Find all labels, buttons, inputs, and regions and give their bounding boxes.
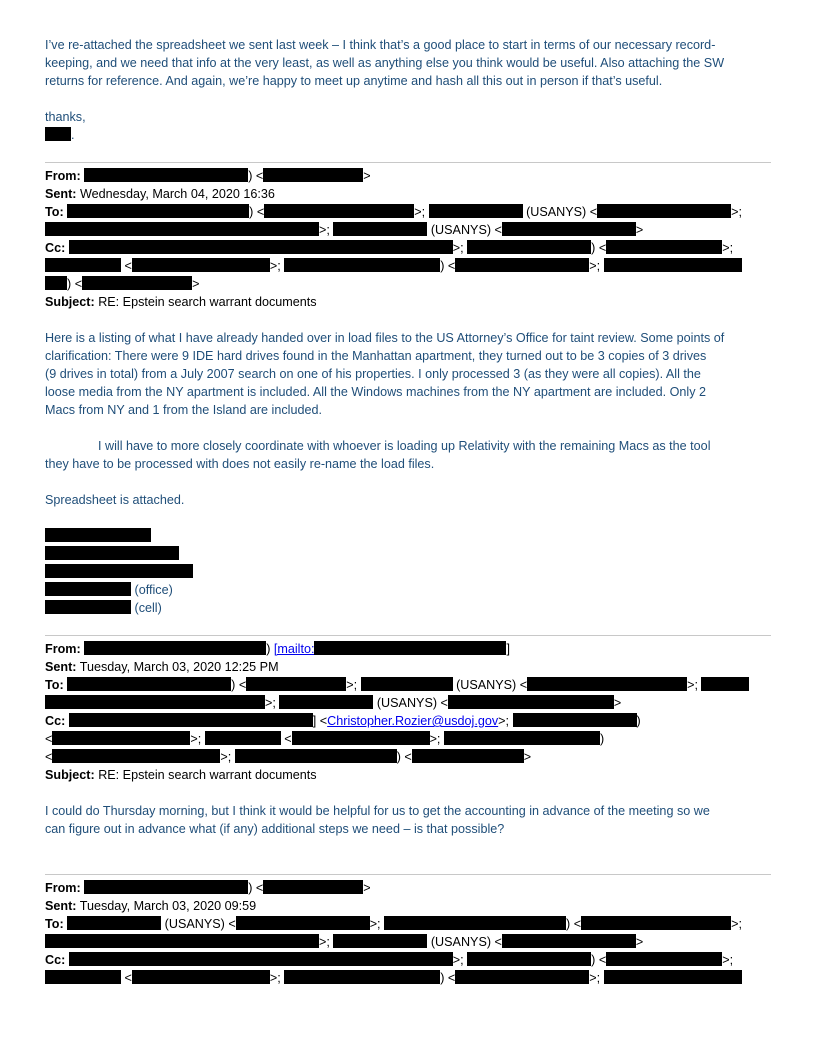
- redaction-block: [45, 970, 121, 984]
- header1-sent: Sent: Wednesday, March 04, 2020 16:36: [45, 187, 275, 201]
- redaction-block: [314, 641, 506, 655]
- redaction-block: [361, 677, 453, 691]
- header1-cc-line-2: < >; ) < >;: [45, 257, 742, 275]
- redaction-block: [45, 222, 319, 236]
- redaction-block: [67, 677, 231, 691]
- redaction-block: [581, 916, 731, 930]
- email1-signoff: thanks,: [45, 110, 86, 124]
- email2-signature-cell: (cell): [45, 599, 162, 617]
- email2-body-line-3: (9 drives in total) from a July 2007 search on one of his properties. I only processed 3 (as they were all copies). All the: [45, 367, 701, 381]
- redaction-block: [132, 970, 270, 984]
- divider: [45, 162, 771, 163]
- divider: [45, 635, 771, 636]
- redaction-block: [284, 970, 440, 984]
- redaction-block: [45, 276, 67, 290]
- header3-cc-line-2: < >; ) < >;: [45, 969, 742, 987]
- email3-body-line-2: can figure out in advance what (if any) additional steps we need – is that possible?: [45, 822, 505, 836]
- redaction-block: [606, 240, 722, 254]
- redaction-block: [246, 677, 346, 691]
- email2-signature-2: [45, 545, 179, 563]
- email1-signature: .: [45, 126, 75, 144]
- email1-body-line-1: I’ve re-attached the spreadsheet we sent last week – I think that’s a good place to start in terms of our necessary record-: [45, 38, 716, 52]
- redaction-block: [69, 240, 453, 254]
- divider: [45, 874, 771, 875]
- redaction-block: [467, 952, 591, 966]
- email2-signature-office: (office): [45, 581, 173, 599]
- redaction-block: [333, 934, 427, 948]
- email2-body-line-2: clarification: There were 9 IDE hard drives found in the Manhattan apartment, they turned out to be 3 copies of 3 drives: [45, 349, 707, 363]
- email3-body-line-1: I could do Thursday morning, but I think it would be helpful for us to get the accounting in advance of the meeting so we: [45, 804, 710, 818]
- redaction-block: [467, 240, 591, 254]
- redaction-block: [597, 204, 731, 218]
- redaction-block: [604, 258, 742, 272]
- redaction-block: [412, 749, 524, 763]
- email2-signature-3: [45, 563, 193, 581]
- mailto-link[interactable]: [mailto:: [274, 642, 507, 656]
- redaction-block: [604, 970, 742, 984]
- redaction-block: [69, 952, 453, 966]
- redaction-block: [45, 127, 71, 141]
- header2-cc-line-2: < >; < >; ): [45, 732, 605, 746]
- redaction-block: [67, 204, 249, 218]
- redaction-block: [384, 916, 566, 930]
- redaction-block: [52, 749, 220, 763]
- header2-subject: Subject: RE: Epstein search warrant documents: [45, 768, 317, 782]
- redaction-block: [502, 934, 636, 948]
- redaction-block: [69, 713, 313, 727]
- redaction-block: [263, 168, 363, 182]
- redaction-block: [606, 952, 722, 966]
- email1-body-line-2: keeping, and we need that info at the very least, as well as anything else you think would be useful. Also attaching the SW: [45, 56, 725, 70]
- redaction-block: [527, 677, 687, 691]
- header3-sent: Sent: Tuesday, March 03, 2020 09:59: [45, 899, 257, 913]
- header1-to-line-1: To: ) < >; (USANYS) < >;: [45, 205, 742, 219]
- redaction-block: [45, 564, 193, 578]
- redaction-block: [236, 916, 370, 930]
- redaction-block: [279, 695, 373, 709]
- header2-to-line-2: >; (USANYS) < >: [45, 694, 621, 712]
- redaction-block: [45, 546, 179, 560]
- redaction-block: [455, 970, 589, 984]
- email2-signature-1: [45, 527, 151, 545]
- header2-cc-line-1: Cc: ] <Christopher.Rozier@usdoj.gov>; ): [45, 714, 641, 728]
- redaction-block: [333, 222, 427, 236]
- redaction-block: [502, 222, 636, 236]
- email1-body-line-3: returns for reference. And again, we’re happy to meet up anytime and hash all this out in person if that’s useful.: [45, 74, 663, 88]
- redaction-block: [448, 695, 614, 709]
- redaction-block: [205, 731, 281, 745]
- redaction-block: [45, 934, 319, 948]
- redaction-block: [67, 916, 161, 930]
- header3-to-line-1: To: (USANYS) < >; ) < >;: [45, 917, 742, 931]
- email2-body-line-6: I will have to more closely coordinate with whoever is loading up Relativity with the remaining Macs as the tool: [98, 439, 711, 453]
- email2-body-line-7: they have to be processed with does not easily re-name the load files.: [45, 457, 435, 471]
- header2-cc-line-3: < >; ) < >: [45, 750, 532, 764]
- header2-sent: Sent: Tuesday, March 03, 2020 12:25 PM: [45, 660, 279, 674]
- header1-subject: Subject: RE: Epstein search warrant documents: [45, 295, 317, 309]
- redaction-block: [429, 204, 523, 218]
- email2-body-line-4: loose media from the NY apartment is included. All the Windows machines from the NY apartment are included. Only 2: [45, 385, 707, 399]
- header1-cc-line-1: Cc: >; ) < >;: [45, 241, 734, 255]
- header2-to-line-1: To: ) < >; (USANYS) < >;: [45, 676, 749, 694]
- redaction-block: [45, 582, 131, 596]
- redaction-block: [52, 731, 190, 745]
- header3-cc-line-1: Cc: >; ) < >;: [45, 953, 734, 967]
- redaction-block: [263, 880, 363, 894]
- redaction-block: [84, 880, 248, 894]
- redaction-block: [132, 258, 270, 272]
- redaction-block: [455, 258, 589, 272]
- email2-attachment-note: Spreadsheet is attached.: [45, 493, 185, 507]
- email2-body-line-5: Macs from NY and 1 from the Island are included.: [45, 403, 322, 417]
- header3-from: From: ) < >: [45, 881, 371, 895]
- redaction-block: [513, 713, 637, 727]
- redaction-block: [284, 258, 440, 272]
- header1-from: From: ) < >: [45, 169, 371, 183]
- header1-cc-line-3: ) < >: [45, 275, 199, 293]
- redaction-block: [701, 677, 749, 691]
- redaction-block: [84, 641, 266, 655]
- header3-to-line-2: >; (USANYS) < >: [45, 933, 643, 951]
- redaction-block: [292, 731, 430, 745]
- redaction-block: [235, 749, 397, 763]
- header1-to-line-2: >; (USANYS) < >: [45, 221, 643, 239]
- redaction-block: [264, 204, 414, 218]
- email2-body-line-1: Here is a listing of what I have already handed over in load files to the US Attorney’s Office for taint review. Some points of: [45, 331, 725, 345]
- redaction-block: [82, 276, 192, 290]
- redaction-block: [444, 731, 600, 745]
- redaction-block: [45, 528, 151, 542]
- redaction-block: [45, 258, 121, 272]
- header2-from: From: ) [mailto: ]: [45, 642, 510, 656]
- redaction-block: [45, 600, 131, 614]
- redaction-block: [84, 168, 248, 182]
- cc-email-link[interactable]: Christopher.Rozier@usdoj.gov: [327, 714, 499, 728]
- redaction-block: [45, 695, 265, 709]
